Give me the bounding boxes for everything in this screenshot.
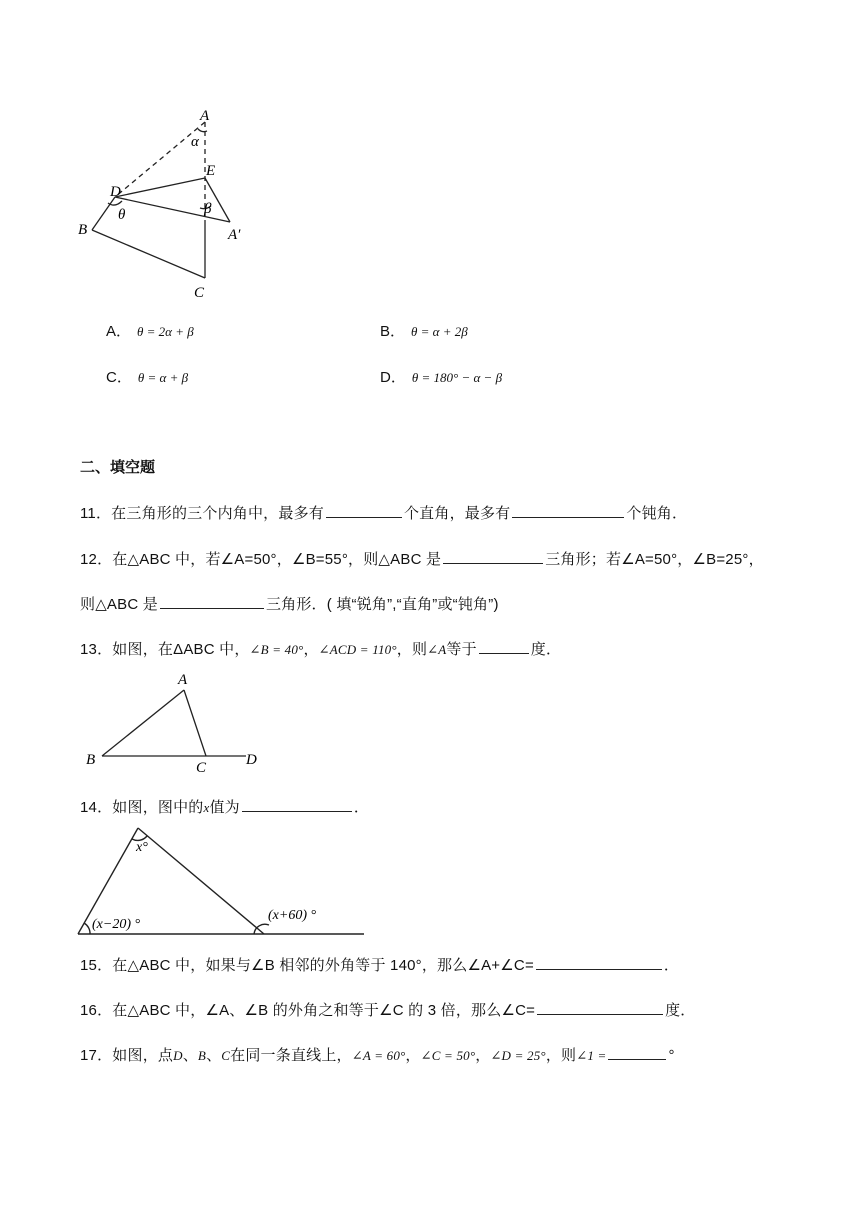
figure-q10	[70, 100, 290, 310]
answer-blank[interactable]	[326, 501, 402, 518]
label-A: A	[200, 108, 210, 124]
label-left-angle: (x−20) °	[92, 917, 141, 932]
question-15: 15．在△ABC 中，如果与∠B 相邻的外角等于 140°，那么∠A+∠C= ．	[80, 953, 679, 975]
label-theta: θ	[118, 207, 126, 223]
answer-blank[interactable]	[479, 637, 529, 654]
label-B: B	[78, 222, 88, 238]
label-B: B	[86, 752, 96, 768]
question-12-line1: 12．在△ABC 中，若∠A=50°，∠B=55°，则△ABC 是 三角形；若∠A=50°，∠B=25°，	[80, 547, 764, 569]
label-alpha: α	[191, 134, 199, 150]
section-title: 二、填空题	[80, 459, 156, 476]
question-13: 13．如图，在ΔABC 中，∠B = 40°，∠ACD = 110°，则∠A等于 度．	[80, 637, 561, 659]
answer-blank[interactable]	[536, 953, 662, 970]
figure-q14	[76, 822, 366, 940]
question-16: 16．在△ABC 中，∠A、∠B 的外角之和等于∠C 的 3 倍，那么∠C= 度．	[80, 998, 696, 1020]
label-C: C	[196, 760, 207, 776]
label-D: D	[110, 184, 121, 200]
answer-blank[interactable]	[160, 592, 264, 609]
label-D: D	[246, 752, 257, 768]
answer-blank[interactable]	[512, 501, 624, 518]
question-11: 11．在三角形的三个内角中，最多有 个直角，最多有 个钝角．	[80, 501, 687, 523]
option-b: B． θ = α + 2β	[380, 323, 468, 340]
question-12-line2: 则△ABC 是 三角形．( 填“锐角”,“直角”或“钝角”)	[80, 592, 499, 614]
answer-blank[interactable]	[608, 1043, 666, 1060]
answer-blank[interactable]	[242, 795, 352, 812]
question-14: 14．如图，图中的x值为 ．	[80, 795, 369, 817]
option-a: A． θ = 2α + β	[106, 323, 194, 340]
option-d: D． θ = 180° − α − β	[380, 369, 503, 386]
figure-q13	[80, 668, 270, 776]
label-C: C	[194, 285, 205, 301]
option-c: C． θ = α + β	[106, 369, 189, 386]
label-A: A	[178, 672, 188, 688]
label-A-prime: A′	[228, 227, 241, 243]
question-17: 17．如图，点D、B、C在同一条直线上，∠A = 60°，∠C = 50°，∠D = 25°，则∠1 = °	[80, 1043, 675, 1065]
label-E: E	[206, 163, 216, 179]
answer-blank[interactable]	[443, 547, 543, 564]
label-beta: β	[204, 201, 212, 217]
label-right-angle: (x+60) °	[268, 908, 317, 923]
label-x: x°	[136, 840, 148, 855]
answer-blank[interactable]	[537, 998, 663, 1015]
